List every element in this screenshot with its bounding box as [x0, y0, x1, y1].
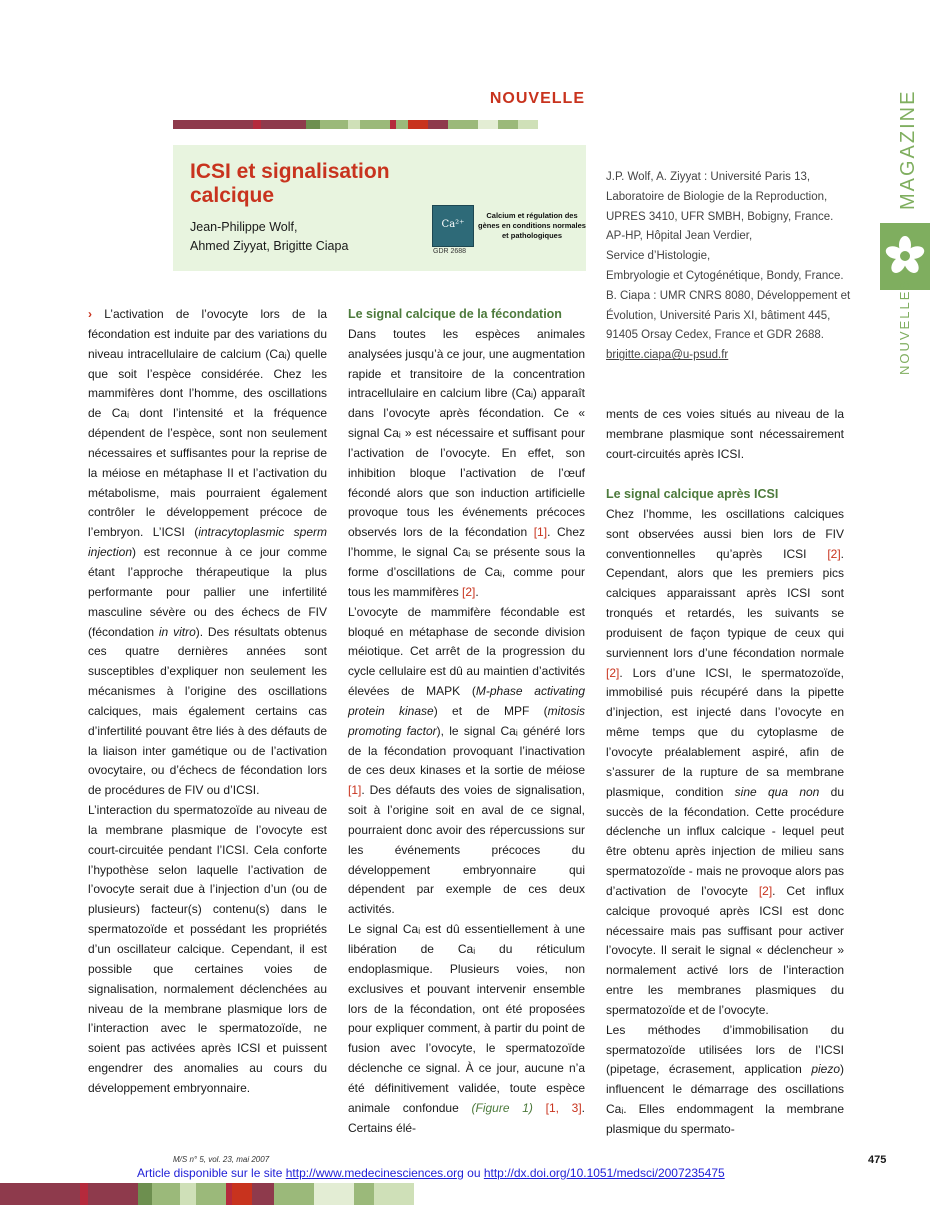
stripe-segment [196, 1183, 226, 1205]
stripe-segment [213, 120, 253, 129]
page-number: 475 [868, 1154, 887, 1166]
affil-line: Évolution, Université Paris XI, bâtiment 445, [606, 309, 831, 322]
sidebar-nouvelles [893, 278, 923, 380]
paragraph: ments de ces voies situés au niveau de la membrane plasmique sont nécessairement court-circuités après ICSI. [606, 407, 844, 461]
citation-link[interactable]: [2] [462, 584, 476, 599]
magazine-label: MAGAZINE [897, 89, 919, 210]
stripe-segment [306, 120, 320, 129]
stripe-segment [518, 120, 538, 129]
citation-link[interactable]: [1] [348, 783, 362, 798]
availability-line: Article disponible sur le site http://www.medecinesciences.org ou http://dx.doi.org/10.1051/medsci/2007235475 [137, 1166, 725, 1180]
citation-link[interactable]: [2] [827, 546, 841, 561]
stripe-segment [138, 1183, 152, 1205]
affil-line: Laboratoire de Biologie de la Reproduction, [606, 190, 828, 203]
stripe-segment [40, 1183, 80, 1205]
doi-link[interactable]: http://dx.doi.org/10.1051/medsci/2007235475 [483, 1166, 725, 1180]
affil-line: J.P. Wolf, A. Ziyyat : Université Paris 13, [606, 171, 811, 183]
paragraph: Les méthodes d’immobilisation du spermatozoïde utilisées lors de l’ICSI (pipetage, écrasement, application piezo) influencent le démarrage des oscillations Caᵢ. Elles endommagent la membrane plasmique du spermato- [606, 1022, 844, 1136]
journal-citation: M/S n° 5, vol. 23, mai 2007 [173, 1155, 270, 1164]
stripe-segment [428, 120, 448, 129]
section-heading: Le signal calcique de la fécondation [348, 307, 562, 321]
stripe-segment [261, 120, 306, 129]
affil-line: AP-HP, Hôpital Jean Verdier, [606, 230, 753, 243]
citation-link[interactable]: [2] [606, 665, 620, 680]
body-column-2 [348, 305, 585, 1138]
stripe-segment [348, 120, 360, 129]
stripe-segment [252, 1183, 274, 1205]
calcium-logo-glyph: Ca²⁺ [441, 219, 465, 230]
stripe-segment [0, 1183, 40, 1205]
stripe-segment [253, 120, 261, 129]
section-heading: Le signal calcique après ICSI [606, 487, 779, 501]
stripe-segment [360, 120, 390, 129]
body-column-3-top [606, 405, 844, 465]
medecinesciences-link[interactable]: http://www.medecinesciences.org [285, 1166, 464, 1180]
stripe-segment [88, 1183, 138, 1205]
affil-line: 91405 Orsay Cedex, France et GDR 2688. [606, 329, 824, 342]
paragraph: Dans toutes les espèces animales analysées jusqu’à ce jour, une augmentation rapide et transitoire de la concentration intracellulaire en calcium libre (Caᵢ) apparaît dans l’ovocyte après fécondation. Ce « signal Caᵢ » est nécessaire et suffisant pour l’activation de l’ovocyte. En effet, son inhibition bloque l’activation de l’œuf fécondé alors que son induction artificielle provoque tous les événements précoces observés lors de la fécondation [1]. Chez l’homme, le signal Caᵢ se présente sous la forme d’oscillations de Caᵢ, comme pour tous les mammifères [2]. [348, 326, 585, 599]
article-title: ICSI et signalisation calcique [190, 160, 390, 207]
stripe-segment [498, 120, 518, 129]
stripe-segment [314, 1183, 354, 1205]
citation-link[interactable]: [2] [758, 883, 773, 898]
header-color-stripe [173, 120, 586, 129]
stripe-segment [396, 120, 408, 129]
paragraph: Chez l’homme, les oscillations calciques sont observées aussi bien lors de FIV conventionnelles qu’après ICSI [2]. Cependant, alors que les premiers pics calciques apparaissant après ICSI sont tronqués et retardés, les suivants se produisent de façon typique de ceux qui surviennent lors d’une fécondation normale [2]. Lors d’une ICSI, le spermatozoïde, immobilisé puis récupéré dans la pipette d’injection, est injecté dans l’ovocyte en même temps que du cytoplasme de l’ovocyte préalablement aspiré, afin de s’assurer de la rupture de sa membrane plasmique, condition sine qua non du succès de la fécondation. Cette procédure déclenche un influx calcique - lequel peut être obtenu après injection de milieu sans spermatozoïde - mais ne provoque alors pas d’activation de l’ovocyte [2]. Cet influx calcique provoqué après ICSI est donc nécessaire mais pas suffisant pour activer l’ovocyte. Il serait le signal « déclencheur » normalement activé lors de l’interaction entre les membranes plasmiques du spermatozoïde et de l’ovocyte. [606, 506, 844, 1017]
stripe-segment [374, 1183, 414, 1205]
affil-line: B. Ciapa : UMR CNRS 8080, Développement et [606, 289, 851, 302]
stripe-segment [152, 1183, 180, 1205]
affil-line: UPRES 3410, UFR SMBH, Bobigny, France. [606, 210, 834, 223]
paragraph: L’interaction du spermatozoïde au niveau de la membrane plasmique de l’ovocyte est court-circuitée pendant l’ICSI. Cela conforte l’hypothèse selon laquelle l’activation de l’ovocyte serait due à l’injection d’un (ou de plusieurs) facteur(s) contenu(s) dans le spermatozoïde et possédant les propriétés d’un oscillateur calcique. Cependant, il est possible que certaines voies de signalisation, normalement déclenchées au niveau de la membrane plasmique lors de l’interaction avec le spermatozoïde, ne soient pas activées après ICSI et puissent engendrer des anomalies au cours du développement embryonnaire. [88, 803, 327, 1095]
paragraph: L’ovocyte de mammifère fécondable est bloqué en métaphase de seconde division méiotique. Cet arrêt de la progression du cycle cellulaire est dû au maintien d’activités élevées de MAPK (M-phase activating protein kinase) et de MPF (mitosis promoting factor), le signal Caᵢ généré lors de la fécondation provoquant l’inactivation de ces deux kinases et la sortie de méiose [1]. Des défauts des voies de signalisation, soit à l’origine soit en aval de ce signal, pourraient donc avoir des répercussions sur les événements précoces du développement embryonnaire qui dépendent par exemple de ces deux activités. [348, 604, 585, 917]
affil-line: Embryologie et Cytogénétique, Bondy, France. [606, 269, 844, 282]
stripe-segment [354, 1183, 374, 1205]
stripe-segment [408, 120, 428, 129]
nouvelles-label: NOUVELLES [897, 278, 912, 375]
citation-link[interactable]: [1, 3] [545, 1100, 582, 1115]
sidebar-magazine [893, 89, 923, 210]
gdr-logo [432, 205, 474, 247]
author-line-1: Jean-Philippe Wolf, [190, 220, 298, 234]
stripe-segment [320, 120, 348, 129]
authors [190, 218, 420, 256]
stripe-segment [478, 120, 498, 129]
body-column-3 [606, 485, 844, 1140]
affiliations [606, 168, 851, 366]
stripe-segment [80, 1183, 88, 1205]
gdr-caption: Calcium et régulation des gènes en conditions normales et pathologiques [478, 211, 586, 240]
gdr-label: GDR 2688 [433, 248, 467, 255]
stripe-segment [274, 1183, 314, 1205]
section-label: NOUVELLE [489, 90, 585, 107]
paragraph: Le signal Caᵢ est dû essentiellement à une libération de Caᵢ du réticulum endoplasmique. Plusieurs voies, non exclusives et pouvant intervenir ensemble lors de la fécondation, ont été proposées pour expliquer comment, à partir du point de fusion avec l’ovocyte, le spermatozoïde déclenche ce signal. À ce jour, aucune n’a été définitivement validée, toute espèce animale confondue (Figure 1) [1, 3]. Certains élé- [348, 922, 586, 1135]
author-email-link[interactable]: brigitte.ciapa@u-psud.fr [606, 349, 729, 362]
paragraph: › L’activation de l’ovocyte lors de la fécondation est induite par des variations du niveau intracellulaire de calcium (Caᵢ) quelle que soit l’espèce considérée. Chez les mammifères dont l’homme, des oscillations de Caᵢ dont l’intensité et la fréquence dépendent de l’espèce, sont non seulement nécessaires et suffisantes pour la reprise de la méiose en métaphase II et l’activation du métabolisme, mais pourraient également contrôler le développement précoce de l’embryon. L’ICSI (intracytoplasmic sperm injection) est reconnue à ce jour comme étant l’approche thérapeutique la plus performante pour pallier une infertilité masculine sévère ou des échecs de FIV (fécondation in vitro). Des résultats obtenus ces quatre dernières années sont susceptibles d’expliquer non seulement les mécanismes à l’origine des oscillations calciques, mais également certains cas d’infertilité pouvant être liés à des défauts de la liaison inter gamétique ou de l’activation ovocytaire, ou d’échecs de fécondation lors de procédures de FIV ou d’ICSI. [88, 307, 327, 798]
body-column-1 [88, 305, 327, 1099]
stripe-segment [448, 120, 478, 129]
author-line-2: Ahmed Ziyyat, Brigitte Ciapa [190, 239, 349, 253]
affil-line: Service d’Histologie, [606, 250, 711, 263]
figure-link[interactable]: (Figure 1) [471, 1100, 533, 1115]
stripe-segment [173, 120, 213, 129]
footer-color-stripe [0, 1183, 414, 1205]
citation-link[interactable]: [1] [533, 525, 548, 540]
paragraph-marker-icon: › [88, 307, 105, 321]
stripe-segment [232, 1183, 252, 1205]
stripe-segment [180, 1183, 196, 1205]
